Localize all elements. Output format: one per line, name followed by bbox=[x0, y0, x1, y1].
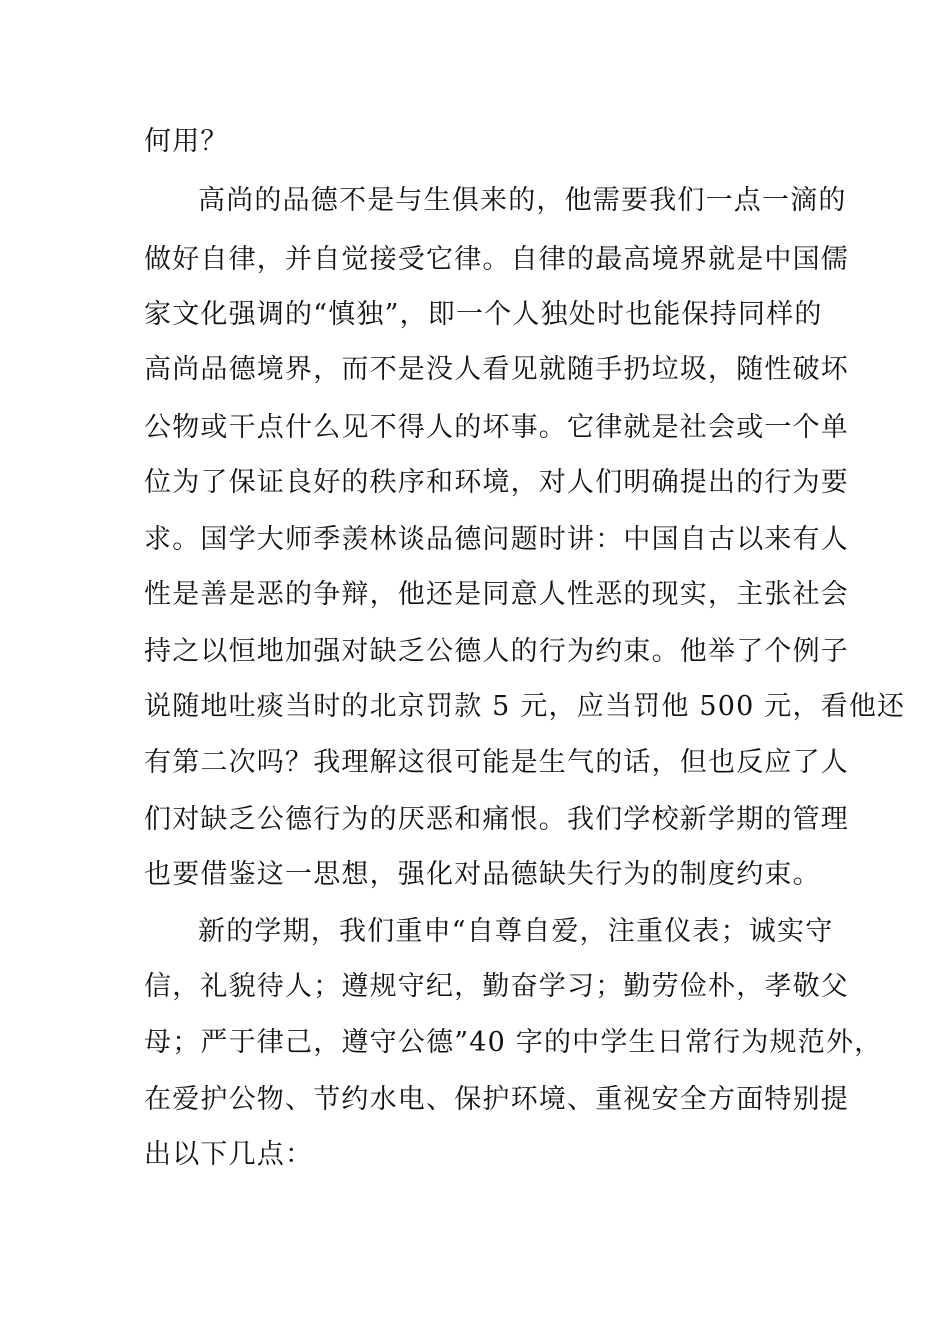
text-line: 母；严于律己，遵守公德”40 字的中学生日常行为规范外， bbox=[144, 1027, 883, 1058]
text-line: 家文化强调的“慎独”，即一个人独处时也能保持同样的 bbox=[144, 299, 823, 330]
text-line: 公物或干点什么见不得人的坏事。它律就是社会或一个单 bbox=[144, 412, 849, 443]
paragraph-start-line: 新的学期，我们重申“自尊自爱，注重仪表；诚实守 bbox=[198, 916, 834, 947]
text-line: 做好自律，并自觉接受它律。自律的最高境界就是中国儒 bbox=[144, 244, 849, 275]
text-line: 们对缺乏公德行为的厌恶和痛恨。我们学校新学期的管理 bbox=[144, 804, 849, 835]
text-line: 何用？ bbox=[144, 126, 229, 157]
paragraph-start-line: 高尚的品德不是与生俱来的，他需要我们一点一滴的 bbox=[198, 185, 847, 216]
text-line: 求。国学大师季羡林谈品德问题时讲：中国自古以来有人 bbox=[144, 524, 849, 555]
text-line: 说随地吐痰当时的北京罚款 5 元，应当罚他 500 元，看他还 bbox=[144, 691, 906, 722]
text-line: 有第二次吗？我理解这很可能是生气的话，但也反应了人 bbox=[144, 747, 849, 778]
text-line: 在爱护公物、节约水电、保护环境、重视安全方面特别提 bbox=[144, 1084, 849, 1115]
text-line: 性是善是恶的争辩，他还是同意人性恶的现实，主张社会 bbox=[144, 579, 849, 610]
text-line: 也要借鉴这一思想，强化对品德缺失行为的制度约束。 bbox=[144, 859, 821, 890]
text-line: 出以下几点： bbox=[144, 1139, 314, 1170]
text-line: 持之以恒地加强对缺乏公德人的行为约束。他举了个例子 bbox=[144, 636, 849, 667]
text-line: 信，礼貌待人；遵规守纪，勤奋学习；勤劳俭朴，孝敬父 bbox=[144, 971, 849, 1002]
text-line: 高尚品德境界，而不是没人看见就随手扔垃圾，随性破坏 bbox=[144, 354, 849, 385]
text-line: 位为了保证良好的秩序和环境，对人们明确提出的行为要 bbox=[144, 467, 849, 498]
